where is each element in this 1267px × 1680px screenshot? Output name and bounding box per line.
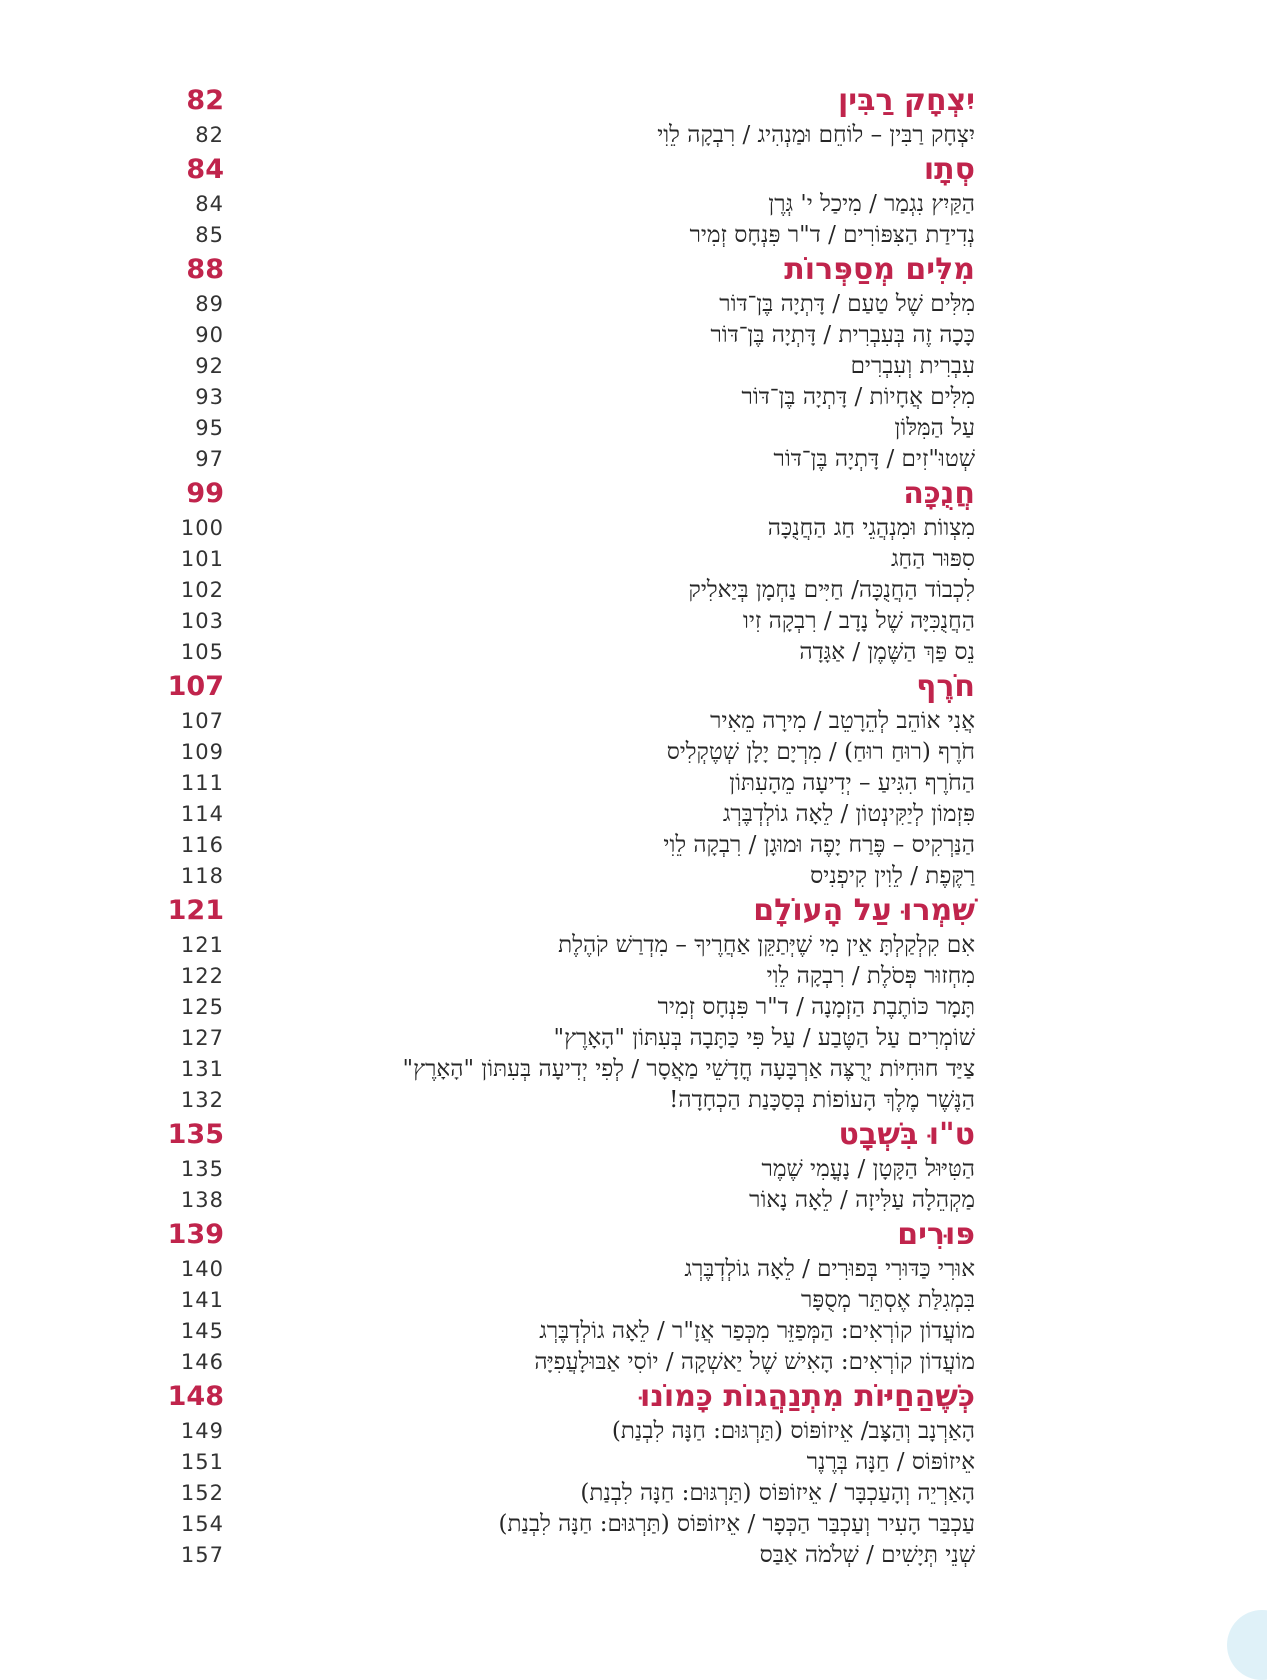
entry-page-number: 82 bbox=[195, 123, 224, 147]
toc-entry[interactable] bbox=[0, 1416, 1267, 1447]
entry-title: אוּרִי כַּדּוּרִי בְּפוּרִים / לֵאָה גוֹלְדְבֶּרְג bbox=[684, 1256, 975, 1282]
entry-page-number: 93 bbox=[195, 385, 224, 409]
toc-entry[interactable] bbox=[0, 606, 1267, 637]
entry-title: תָּמָר כּוֹתֶבֶת הַזְמָנָה / ד"ר פִּנְחָס זְמִיר bbox=[657, 994, 975, 1020]
toc-section bbox=[0, 1116, 1267, 1216]
toc-entry[interactable] bbox=[0, 444, 1267, 475]
entry-page-number: 101 bbox=[180, 547, 224, 571]
section-heading: פּוּרִים bbox=[897, 1217, 975, 1252]
entry-page-number: 89 bbox=[195, 292, 224, 316]
toc-entry[interactable] bbox=[0, 544, 1267, 575]
entry-title: הַטִּיּוּל הַקָּטָן / נָעֳמִי שֶׁמֶר bbox=[761, 1156, 975, 1182]
section-heading-row[interactable] bbox=[0, 1116, 1267, 1154]
toc-section bbox=[0, 82, 1267, 151]
section-page-number: 88 bbox=[186, 254, 224, 285]
toc-entry[interactable] bbox=[0, 1054, 1267, 1085]
entry-page-number: 146 bbox=[180, 1350, 224, 1374]
section-heading-row[interactable] bbox=[0, 151, 1267, 189]
entry-page-number: 95 bbox=[195, 416, 224, 440]
entry-title: הַקַּיִץ נִגְמַר / מִיכַל י' גְּרֶן bbox=[768, 191, 975, 217]
entry-title: אֲנִי אוֹהֵב לְהֵרָטֵב / מִירָה מֵאִיר bbox=[710, 708, 975, 734]
toc-entry[interactable] bbox=[0, 1316, 1267, 1347]
entry-page-number: 90 bbox=[195, 323, 224, 347]
entry-page-number: 97 bbox=[195, 447, 224, 471]
toc-entry[interactable] bbox=[0, 992, 1267, 1023]
toc-entry[interactable] bbox=[0, 830, 1267, 861]
toc-entry[interactable] bbox=[0, 1085, 1267, 1116]
section-page-number: 139 bbox=[167, 1219, 224, 1250]
entry-title: מוֹעֲדוֹן קוֹרְאִים: הַמְּפַזֵּר מִכְּפַר אֲזָ"ר / לֵאָה גוֹלְדְבֶּרְג bbox=[539, 1318, 975, 1344]
entry-page-number: 131 bbox=[180, 1057, 224, 1081]
section-page-number: 121 bbox=[167, 895, 224, 926]
entry-title: בִּמְגִלַּת אֶסְתֵּר מְסֻפָּר bbox=[801, 1287, 975, 1313]
section-heading: יִצְחָק רַבִּין bbox=[837, 83, 975, 118]
section-page-number: 84 bbox=[186, 154, 224, 185]
section-heading-row[interactable] bbox=[0, 1378, 1267, 1416]
entry-page-number: 151 bbox=[180, 1450, 224, 1474]
entry-title: שׁוֹמְרִים עַל הַטֶּבַע / עַל פִּי כַּתָּבָה בְּעִתּוֹן "הָאָרֶץ" bbox=[553, 1025, 975, 1051]
entry-title: פִּזְמוֹן לְיַקִּינְטוֹן / לֵאָה גוֹלְדְבֶּרְג bbox=[722, 801, 975, 827]
toc-entry[interactable] bbox=[0, 1447, 1267, 1478]
section-heading: חֲנֻכָּה bbox=[903, 476, 975, 511]
entry-page-number: 111 bbox=[180, 771, 224, 795]
toc-entry[interactable] bbox=[0, 120, 1267, 151]
toc-entry[interactable] bbox=[0, 706, 1267, 737]
entry-title: נֵס פַּךְ הַשֶּׁמֶן / אַגָּדָה bbox=[799, 639, 975, 665]
toc-entry[interactable] bbox=[0, 351, 1267, 382]
entry-title: הַנֶּשֶׁר מֶלֶךְ הָעוֹפוֹת בְּסַכָּנַת הַכְחָדָה! bbox=[669, 1087, 975, 1113]
entry-page-number: 125 bbox=[180, 995, 224, 1019]
toc-entry[interactable] bbox=[0, 1478, 1267, 1509]
section-heading: סְתָו bbox=[923, 152, 975, 187]
entry-page-number: 149 bbox=[180, 1419, 224, 1443]
toc-entry[interactable] bbox=[0, 382, 1267, 413]
entry-title: עִבְרִית וְעִבְרִים bbox=[850, 353, 975, 379]
section-heading-row[interactable] bbox=[0, 251, 1267, 289]
entry-title: יִצְחָק רַבִּין – לוֹחֵם וּמַנְהִיג / רִבְקָה לֵוִי bbox=[657, 122, 975, 148]
entry-page-number: 85 bbox=[195, 223, 224, 247]
toc-entry[interactable] bbox=[0, 1023, 1267, 1054]
entry-page-number: 152 bbox=[180, 1481, 224, 1505]
toc-entry[interactable] bbox=[0, 1509, 1267, 1540]
section-heading: מִלִּים מְסַפְּרוֹת bbox=[784, 252, 975, 287]
toc-entry[interactable] bbox=[0, 575, 1267, 606]
entry-title: לִכְבוֹד הַחֲנֻכָּה/ חַיִּים נַחְמָן בְּיַאלִיק bbox=[688, 577, 975, 603]
entry-title: חֹרֶף (רוּחַ רוּחַ) / מִרְיָם יָלָן שְׁטֶקְלִיס bbox=[666, 739, 975, 765]
entry-page-number: 145 bbox=[180, 1319, 224, 1343]
entry-page-number: 121 bbox=[180, 933, 224, 957]
entry-title: הָאַרְנָב וְהַצָּב/ אֵיזוֹפּוֹס (תַּרְגּוּם: חַנָּה לִבְנַת) bbox=[611, 1418, 975, 1444]
entry-page-number: 141 bbox=[180, 1288, 224, 1312]
entry-page-number: 132 bbox=[180, 1088, 224, 1112]
entry-title: כָּכָה זֶה בְּעִבְרִית / דָּתְיָה בֶּן־דּוֹר bbox=[710, 322, 975, 348]
section-page-number: 107 bbox=[167, 671, 224, 702]
section-page-number: 82 bbox=[186, 85, 224, 116]
entry-page-number: 103 bbox=[180, 609, 224, 633]
entry-title: סִפּוּר הַחַג bbox=[890, 546, 975, 572]
entry-page-number: 102 bbox=[180, 578, 224, 602]
toc-entry[interactable] bbox=[0, 320, 1267, 351]
section-heading: שִׁמְרוּ עַל הָעוֹלָם bbox=[753, 893, 975, 928]
section-heading-row[interactable] bbox=[0, 82, 1267, 120]
section-heading-row[interactable] bbox=[0, 668, 1267, 706]
toc-entry[interactable] bbox=[0, 737, 1267, 768]
entry-title: הַנַּרְקִיס – פֶּרַח יָפֶה וּמוּגָן / רִבְקָה לֵוִי bbox=[663, 832, 975, 858]
section-heading-row[interactable] bbox=[0, 892, 1267, 930]
toc-section bbox=[0, 475, 1267, 668]
toc-entry[interactable] bbox=[0, 1254, 1267, 1285]
entry-page-number: 107 bbox=[180, 709, 224, 733]
toc-entry[interactable] bbox=[0, 189, 1267, 220]
entry-title: מִלִּים שֶׁל טַעַם / דָּתְיָה בֶּן־דּוֹר bbox=[719, 291, 975, 317]
toc-entry[interactable] bbox=[0, 637, 1267, 668]
entry-page-number: 154 bbox=[180, 1512, 224, 1536]
section-page-number: 135 bbox=[167, 1119, 224, 1150]
section-heading: ט"וּ בִּשְׁבָט bbox=[838, 1117, 975, 1152]
entry-page-number: 122 bbox=[180, 964, 224, 988]
toc-section bbox=[0, 1378, 1267, 1571]
entry-page-number: 105 bbox=[180, 640, 224, 664]
entry-page-number: 138 bbox=[180, 1188, 224, 1212]
entry-page-number: 127 bbox=[180, 1026, 224, 1050]
toc-entry[interactable] bbox=[0, 1285, 1267, 1316]
toc-entry[interactable] bbox=[0, 220, 1267, 251]
entry-title: אֵיזוֹפּוֹס / חַנָּה בְּרֶנֶר bbox=[806, 1449, 975, 1475]
entry-title: אִם קִלְקַלְתָּ אֵין מִי שֶׁיְּתַקֵּן אַחֲרֶיךָ – מִדְרַשׁ קֹהֶלֶת bbox=[558, 932, 975, 958]
entry-title: מִחְזוּר פְּסֹלֶת / רִבְקָה לֵוִי bbox=[766, 963, 975, 989]
table-of-contents bbox=[0, 82, 1267, 1571]
toc-entry[interactable] bbox=[0, 961, 1267, 992]
toc-entry[interactable] bbox=[0, 768, 1267, 799]
entry-title: הָאַרְיֵה וְהָעַכְבָּר / אֵיזוֹפּוֹס (תַּרְגּוּם: חַנָּה לִבְנַת) bbox=[580, 1480, 975, 1506]
entry-page-number: 84 bbox=[195, 192, 224, 216]
toc-entry[interactable] bbox=[0, 1185, 1267, 1216]
section-page-number: 148 bbox=[167, 1381, 224, 1412]
toc-section bbox=[0, 1216, 1267, 1378]
entry-title: שְׁנֵי תְּיָשִׁים / שְׁלֹמֹה אַבַּס bbox=[759, 1542, 975, 1568]
toc-section bbox=[0, 892, 1267, 1116]
entry-title: הַחֲנֻכִּיָּה שֶׁל נָדָב / רִבְקָה זִיו bbox=[742, 608, 975, 634]
section-heading: חֹרֶף bbox=[916, 669, 975, 704]
section-heading-row[interactable] bbox=[0, 1216, 1267, 1254]
entry-page-number: 157 bbox=[180, 1543, 224, 1567]
section-heading: כְּשֶׁהַחַיּוֹת מִתְנַהֲגוֹת כָּמוֹנוּ bbox=[640, 1379, 975, 1414]
entry-title: נְדִידַת הַצִּפּוֹרִים / ד"ר פִּנְחָס זְמִיר bbox=[689, 222, 975, 248]
toc-entry[interactable] bbox=[0, 799, 1267, 830]
entry-page-number: 116 bbox=[180, 833, 224, 857]
entry-title: עַכְבַּר הָעִיר וְעַכְבַּר הַכְּפָר / אֵיזוֹפּוֹס (תַּרְגּוּם: חַנָּה לִבְנַת) bbox=[498, 1511, 975, 1537]
entry-title: רַקֶּפֶת / לֵוִין קִיפְנִיס bbox=[810, 863, 975, 889]
entry-page-number: 135 bbox=[180, 1157, 224, 1181]
section-page-number: 99 bbox=[186, 478, 224, 509]
entry-title: מִלִּים אֲחָיוֹת / דָּתְיָה בֶּן־דּוֹר bbox=[741, 384, 975, 410]
entry-title: מוֹעֲדוֹן קוֹרְאִים: הָאִישׁ שֶׁל יַאשְׁקָה / יוֹסִי אַבּוּלָעֲפִיָּה bbox=[534, 1349, 975, 1375]
entry-title: מִצְווֹת וּמִנְהֲגֵי חַג הַחֲנֻכָּה bbox=[767, 515, 975, 541]
entry-page-number: 140 bbox=[180, 1257, 224, 1281]
entry-page-number: 109 bbox=[180, 740, 224, 764]
entry-page-number: 100 bbox=[180, 516, 224, 540]
entry-title: עַל הַמִּלּוֹן bbox=[894, 415, 975, 441]
entry-title: שְׁטוּ"זִים / דָּתְיָה בֶּן־דּוֹר bbox=[773, 446, 975, 472]
entry-page-number: 114 bbox=[180, 802, 224, 826]
toc-section bbox=[0, 151, 1267, 251]
entry-page-number: 92 bbox=[195, 354, 224, 378]
toc-entry[interactable] bbox=[0, 1347, 1267, 1378]
toc-entry[interactable] bbox=[0, 1540, 1267, 1571]
toc-entry[interactable] bbox=[0, 513, 1267, 544]
toc-section bbox=[0, 251, 1267, 475]
toc-entry[interactable] bbox=[0, 1154, 1267, 1185]
toc-entry[interactable] bbox=[0, 930, 1267, 961]
entry-title: הַחֹרֶף הִגִּיעַ – יְדִיעָה מֵהָעִתּוֹן bbox=[729, 770, 975, 796]
toc-entry[interactable] bbox=[0, 861, 1267, 892]
entry-title: צַיַּד חוּחִיּוֹת יְרֻצֶּה אַרְבָּעָה חֳדָשֵׁי מַאֲסָר / לְפִי יְדִיעָה בְּעִתּוֹן "הָאָרֶץ" bbox=[402, 1056, 975, 1082]
entry-title: מַקְהֵלָה עַלִּיזָה / לֵאָה נָאוֹר bbox=[749, 1187, 975, 1213]
toc-entry[interactable] bbox=[0, 289, 1267, 320]
toc-section bbox=[0, 668, 1267, 892]
toc-entry[interactable] bbox=[0, 413, 1267, 444]
section-heading-row[interactable] bbox=[0, 475, 1267, 513]
entry-page-number: 118 bbox=[180, 864, 224, 888]
page-corner-decoration bbox=[1227, 1610, 1267, 1680]
